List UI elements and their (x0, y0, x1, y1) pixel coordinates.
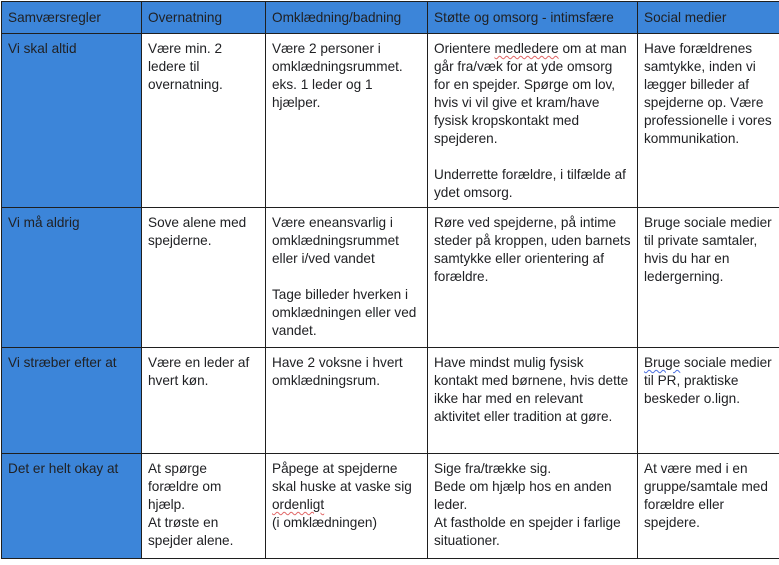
header-cell-stoette: Støtte og omsorg - intimsfære (428, 2, 638, 34)
cell-social: Bruge sociale medier til private samtaler, hvis du har en ledergerning. (638, 208, 779, 348)
cell-overnatning: Sove alene med spejderne. (142, 208, 266, 348)
header-cell-samvaersregler: Samværsregler (2, 2, 142, 34)
header-cell-overnatning: Overnatning (142, 2, 266, 34)
cell-paragraph: Tage billeder hverken i omklædningen eller ved vandet. (272, 287, 417, 338)
cell-social: At være med i en gruppe/samtale med forældre eller spejdere. (638, 454, 779, 559)
cell-line: Sige fra/trække sig. (434, 461, 552, 476)
cell-stoette: Røre ved spejderne, på intime steder på kroppen, uden barnets samtykke eller orientering af forældre. (428, 208, 638, 348)
cell-line: At spørge forældre om hjælp. (148, 461, 222, 512)
cell-omklaedning (266, 208, 428, 348)
row-label: Vi stræber efter at (2, 348, 142, 454)
header-row (2, 2, 779, 34)
cell-line (272, 460, 421, 514)
header-cell-omklaedning: Omklædning/badning (266, 2, 428, 34)
cell-omklaedning (266, 454, 428, 559)
row-label: Vi må aldrig (2, 208, 142, 348)
cell-overnatning: Være min. 2 ledere til overnatning. (142, 34, 266, 208)
cell-paragraph: Underrette forældre, i tilfælde af ydet omsorg. (434, 167, 626, 200)
cell-line: (i omklædningen) (272, 515, 378, 530)
cell-overnatning: Være en leder af hvert køn. (142, 348, 266, 454)
cell-omklaedning: Have 2 voksne i hvert omklædningsrum. (266, 348, 428, 454)
row-label: Det er helt okay at (2, 454, 142, 559)
table-row (2, 208, 779, 348)
table-row (2, 454, 779, 559)
text-run: Orientere (434, 41, 495, 56)
spellcheck-word: ordenligt (272, 497, 325, 512)
cell-stoette (428, 34, 638, 208)
grammar-check-word: Bruge (644, 355, 681, 370)
cell-social: Have forældrenes samtykke, inden vi lægger billeder af spejderne op. Være professionelle i vores kommunikation. (638, 34, 779, 208)
cell-omklaedning: Være 2 personer i omklædningsrummet. eks. 1 leder og 1 hjælper. (266, 34, 428, 208)
text-run: Påpege at spejderne skal huske at vaske sig (272, 461, 412, 494)
table-row (2, 34, 779, 208)
cell-paragraph (434, 40, 631, 148)
cell-line: Bede om hjælp hos en anden leder. (434, 479, 612, 512)
text-run: sociale medier til PR, praktiske beskeder o.lign. (644, 355, 772, 406)
cell-stoette: Have mindst mulig fysisk kontakt med børnene, hvis dette ikke har med en relevant aktivitet eller tradition at gøre. (428, 348, 638, 454)
cell-social (638, 348, 779, 454)
cell-line: At trøste en spejder alene. (148, 515, 234, 548)
cell-stoette (428, 454, 638, 559)
text-run: om at man går fra/væk for at yde omsorg for en spejder. Spørge om lov, hvis vi vil give et kram/have fysisk kropskontakt med spejderen. (434, 41, 627, 146)
spellcheck-word: medledere (494, 41, 559, 56)
cell-paragraph: Være eneansvarlig i omklædningsrummet eller i/ved vandet (272, 215, 399, 266)
header-cell-social: Social medier (638, 2, 779, 34)
cell-overnatning (142, 454, 266, 559)
row-label: Vi skal altid (2, 34, 142, 208)
rules-table (1, 1, 779, 559)
cell-line: At fastholde en spejder i farlige situationer. (434, 515, 621, 548)
table-row (2, 348, 779, 454)
